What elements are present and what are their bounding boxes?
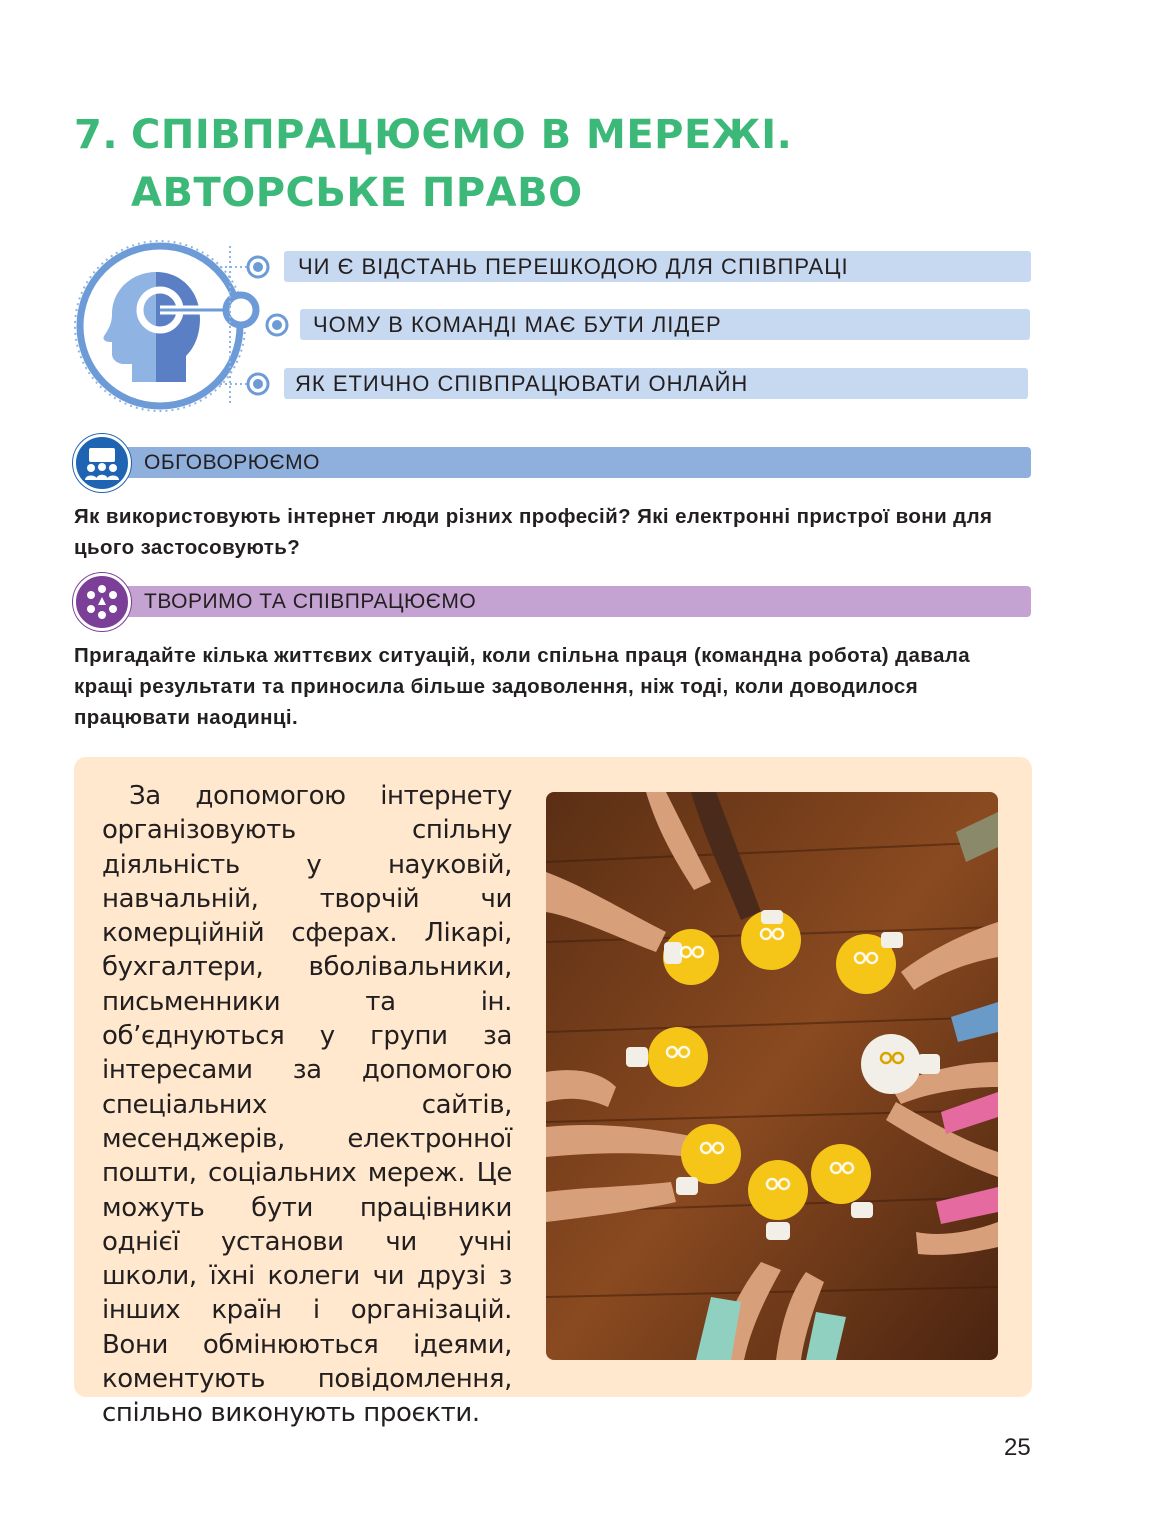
title-line-2: АВТОРСЬКЕ ПРАВО	[131, 170, 583, 216]
objective-2: ЧОМУ В КОМАНДІ МАЄ БУТИ ЛІДЕР	[300, 309, 1030, 340]
bullet-dot-icon	[246, 255, 270, 279]
discussion-group-icon	[73, 434, 131, 492]
lesson-objectives	[70, 236, 1035, 416]
objective-3: ЯК ЕТИЧНО СПІВПРАЦЮВАТИ ОНЛАЙН	[284, 368, 1028, 399]
info-card	[74, 757, 1032, 1429]
lesson-title	[74, 106, 792, 222]
hands-lightbulbs-photo	[546, 792, 998, 1360]
create-task: Пригадайте кілька життєвих ситуацій, коли спільна праця (командна робота) давала кращі результати та приносила більше задоволення, ніж тоді, коли доводилося працювати наодинці.	[74, 644, 971, 729]
title-text-1: СПІВПРАЦЮЄМО В МЕРЕЖІ.	[131, 112, 793, 158]
title-line-1	[74, 106, 792, 164]
discuss-question: Як використовують інтернет люди різних професій? Які електронні пристрої вони для цього застосовують?	[74, 505, 993, 559]
create-section-bar: ТВОРИМО ТА СПІВПРАЦЮЄМО	[118, 586, 1031, 617]
team-collaboration-icon	[73, 573, 131, 631]
info-card-text: За допомогою інтернету організовують спільну діяльність у науковій, навчальній, творчій чи комерційній сферах. Лікарі, бухгалтери, вболівальники, письменники та ін. об’єднуються у групи за інтересами за допомогою спеціальних сайтів, месенджерів, електронної пошти, соціальних мереж. Це можуть бути працівники однієї установи чи учні школи, їхні колеги чи друзі з інших країн і організацій. Вони обмінюються ідеями, коментують повідомлення, спільно виконують проєкти.	[102, 781, 512, 1429]
page-number: 25	[1004, 1434, 1031, 1461]
bullet-dot-icon	[265, 313, 289, 337]
bullet-dot-icon	[246, 372, 270, 396]
discuss-section-bar: ОБГОВОРЮЄМО	[118, 447, 1031, 478]
lesson-number: 7.	[74, 112, 119, 158]
objective-1: ЧИ Є ВІДСТАНЬ ПЕРЕШКОДОЮ ДЛЯ СПІВПРАЦІ	[284, 251, 1031, 282]
